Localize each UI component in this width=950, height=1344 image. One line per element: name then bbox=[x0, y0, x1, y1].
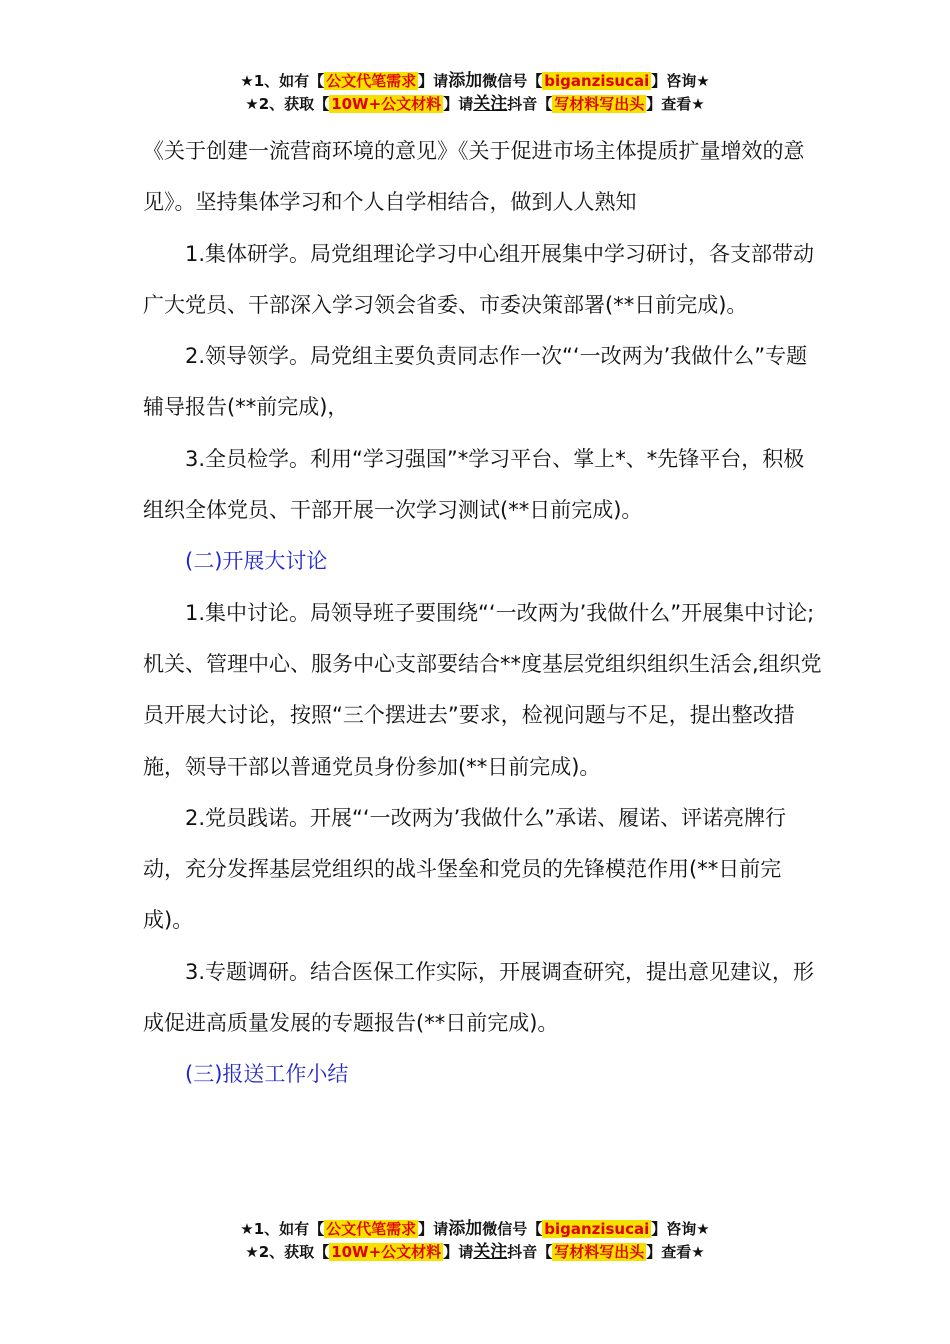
promo-highlight: 10W+公文材料 bbox=[331, 1243, 442, 1261]
promo-line-1: ★1、如有【 公文代笔需求 】请添加微信号【 biganzisucai 】咨询★ bbox=[240, 71, 710, 91]
document-body bbox=[143, 126, 823, 1101]
wechat-id: biganzisucai bbox=[544, 1220, 650, 1238]
promo-line-1: ★1、如有【 公文代笔需求 】请添加微信号【 biganzisucai 】咨询★ bbox=[240, 1219, 710, 1239]
promo-line-2: ★2、获取【 10W+公文材料 】请关注抖音【 写材料写出头 】查看★ bbox=[245, 94, 705, 114]
item-collective-study: 1.集体研学。局党组理论学习中心组开展集中学习研讨，各支部带动广大党员、干部深入学习领会省委、市委决策部署(**日前完成)。 bbox=[143, 241, 815, 317]
wechat-id: biganzisucai bbox=[544, 72, 650, 90]
douyin-account: 写材料写出头 bbox=[554, 95, 645, 113]
item-leader-study: 2.领导领学。局党组主要负责同志作一次“‘一改两为’我做什么”专题辅导报告(**前完成)， bbox=[143, 344, 808, 420]
item-all-staff-test: 3.全员检学。利用“学习强国”*学习平台、掌上*、*先锋平台，积极组织全体党员、干部开展一次学习测试(**日前完成)。 bbox=[143, 446, 805, 523]
item-focused-discussion: 1.集中讨论。局领导班子要围绕“‘一改两为’我做什么”开展集中讨论;机关、管理中心、服务中心支部要结合**度基层党组织组织生活会,组织党员开展大讨论，按照“三个摆进去”要求，检视问题与不足，提出整改措施，领导干部以普通党员身份参加(**日前完成)。 bbox=[143, 600, 822, 779]
promo-banner-bottom bbox=[0, 1218, 950, 1264]
section-heading-summary: (三)报送工作小结 bbox=[185, 1062, 349, 1087]
intro-paragraph: 《关于创建一流营商环境的意见》《关于促进市场主体提质扩量增效的意见》。坚持集体学习和个人自学相结合，做到人人熟知 bbox=[143, 139, 805, 215]
promo-highlight: 公文代笔需求 bbox=[326, 1220, 417, 1238]
promo-banner-top bbox=[0, 70, 950, 116]
promo-line-2: ★2、获取【 10W+公文材料 】请关注抖音【 写材料写出头 】查看★ bbox=[245, 1242, 705, 1262]
section-heading-discussion: (二)开展大讨论 bbox=[185, 549, 328, 574]
item-special-research: 3.专题调研。结合医保工作实际，开展调查研究，提出意见建议，形成促进高质量发展的专题报告(**日前完成)。 bbox=[143, 959, 815, 1036]
promo-highlight: 公文代笔需求 bbox=[326, 72, 417, 90]
douyin-account: 写材料写出头 bbox=[554, 1243, 645, 1261]
item-member-pledge: 2.党员践诺。开展“‘一改两为’我做什么”承诺、履诺、评诺亮牌行动，充分发挥基层党组织的战斗堡垒和党员的先锋模范作用(**日前完成)。 bbox=[143, 805, 787, 933]
promo-highlight: 10W+公文材料 bbox=[331, 95, 442, 113]
